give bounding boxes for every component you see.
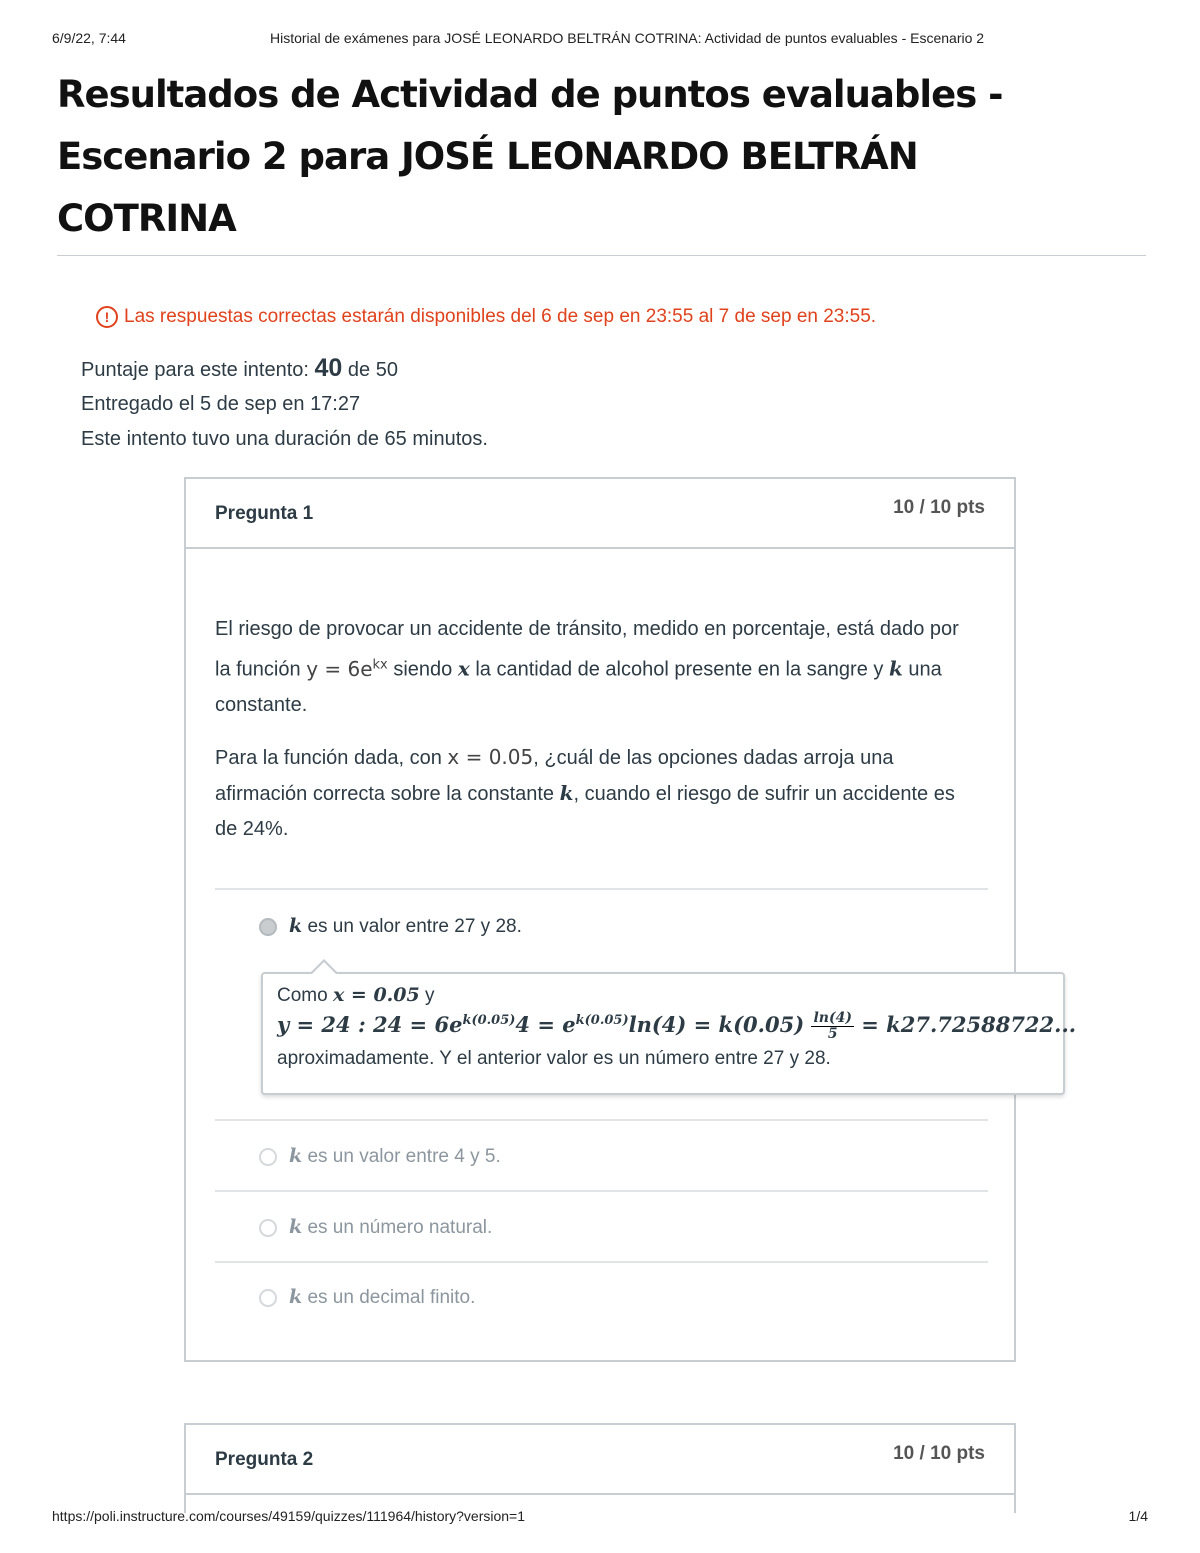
radio-empty-icon[interactable]: [259, 1219, 277, 1237]
feedback-formula: [277, 1010, 1077, 1042]
score-line: [81, 354, 398, 383]
text-segment: la cantidad de alcohol presente en la sangre y: [475, 658, 884, 681]
answer-option-4[interactable]: [259, 1286, 475, 1309]
answer-text: es un número natural.: [307, 1217, 493, 1238]
answer-option-3[interactable]: [259, 1216, 492, 1239]
radio-empty-icon[interactable]: [259, 1289, 277, 1307]
feedback-line-1: [277, 984, 1049, 1007]
answer-divider: [215, 888, 988, 890]
fraction-denominator: 5: [827, 1026, 838, 1042]
answer-text: es un valor entre 4 y 5.: [307, 1146, 501, 1167]
formula-base: y = 6e: [306, 656, 373, 681]
feedback-line-3: aproximadamente. Y el anterior valor es un número entre 27 y 28.: [277, 1048, 831, 1069]
formula-part: ln(4) = k(0.05): [628, 1012, 805, 1037]
radio-selected-icon[interactable]: [259, 918, 277, 936]
text-segment: El riesgo de provocar un accidente de tránsito, medido en porcentaje, está dado por la función: [215, 618, 959, 681]
fraction-numerator: ln(4): [813, 1010, 852, 1026]
math-variable-k: k: [559, 780, 574, 805]
question-2-name: Pregunta 2: [215, 1449, 314, 1470]
feedback-pointer-fill: [312, 962, 336, 974]
question-1-text: [215, 612, 975, 864]
page-title-line-3: COTRINA: [57, 197, 236, 240]
score-suffix: de 50: [347, 359, 398, 381]
question-2-card: [184, 1423, 1016, 1513]
answers-availability-notice: [96, 306, 876, 328]
submitted-line: Entregado el 5 de sep en 17:27: [81, 393, 361, 415]
text-segment: , ¿cuál de las opciones dadas arroja una afirmación correcta sobre la constante: [215, 746, 894, 805]
question-paragraph-1: [215, 612, 975, 723]
radio-empty-icon[interactable]: [259, 1148, 277, 1166]
question-1-name: Pregunta 1: [215, 503, 314, 524]
math-variable-k: k: [289, 1145, 303, 1167]
formula-exponent: kx: [372, 657, 388, 672]
print-date: 6/9/22, 7:44: [52, 30, 126, 46]
question-paragraph-2: [215, 740, 975, 847]
question-2-header: [186, 1425, 1014, 1495]
formula-part: = k27.72588722...: [861, 1012, 1077, 1037]
page-title-line-2: Escenario 2 para JOSÉ LEONARDO BELTRÁN: [57, 135, 918, 178]
answer-feedback: [261, 972, 1077, 1095]
text-segment: Como: [277, 985, 328, 1006]
formula-part: y = 24 : 24 = 6e: [277, 1012, 463, 1037]
print-footer: [52, 1508, 1148, 1528]
text-segment: una constante.: [215, 658, 942, 716]
question-1-header: [186, 479, 1014, 549]
duration-line: Este intento tuvo una duración de 65 minutos.: [81, 428, 488, 450]
notice-text: Las respuestas correctas estarán disponibles del 6 de sep en 23:55 al 7 de sep en 23:55.: [124, 306, 877, 327]
answer-divider: [215, 1119, 988, 1121]
page-title-line-1: Resultados de Actividad de puntos evaluables -: [57, 73, 1003, 116]
warning-icon: !: [96, 306, 118, 328]
print-url: https://poli.instructure.com/courses/49159/quizzes/111964/history?version=1: [52, 1508, 526, 1524]
math-variable-k: k: [289, 1216, 303, 1238]
text-segment: , cuando el riesgo de sufrir un accidente es de 24%.: [215, 782, 955, 840]
title-divider: [57, 255, 1146, 256]
print-header: [52, 30, 1148, 50]
formula-part: 4 = e: [515, 1012, 576, 1037]
answer-divider: [215, 1190, 988, 1192]
formula-fraction: [811, 1011, 854, 1042]
math-variable-x: x: [457, 656, 470, 681]
text-segment: Para la función dada, con: [215, 746, 442, 769]
formula-exponent: k(0.05): [575, 1013, 629, 1028]
print-doc-title: Historial de exámenes para JOSÉ LEONARDO BELTRÁN COTRINA: Actividad de puntos evaluables - Escenario 2: [270, 30, 985, 46]
math-variable-k: k: [289, 915, 303, 937]
function-formula: [306, 657, 388, 681]
x-value-formula: x = 0.05: [447, 744, 534, 769]
math-variable-k: k: [289, 1286, 303, 1308]
answer-text: es un decimal finito.: [307, 1287, 476, 1308]
formula-exponent: k(0.05): [462, 1013, 516, 1028]
score-value: 40: [314, 354, 343, 382]
page-title: [57, 64, 1117, 250]
question-1-card: [184, 477, 1077, 1362]
page-number: 1/4: [1128, 1508, 1148, 1524]
answer-text: es un valor entre 27 y 28.: [307, 916, 522, 937]
answer-option-2[interactable]: [259, 1145, 501, 1168]
question-2-points: 10 / 10 pts: [893, 1443, 985, 1464]
math-variable-k: k: [888, 656, 903, 681]
score-label: Puntaje para este intento:: [81, 359, 309, 381]
text-segment: siendo: [393, 658, 453, 681]
answer-divider: [215, 1261, 988, 1263]
text-segment: y: [425, 985, 435, 1006]
feedback-math: x = 0.05: [332, 984, 420, 1006]
answer-option-1[interactable]: [259, 915, 522, 938]
question-1-points: 10 / 10 pts: [893, 497, 985, 518]
